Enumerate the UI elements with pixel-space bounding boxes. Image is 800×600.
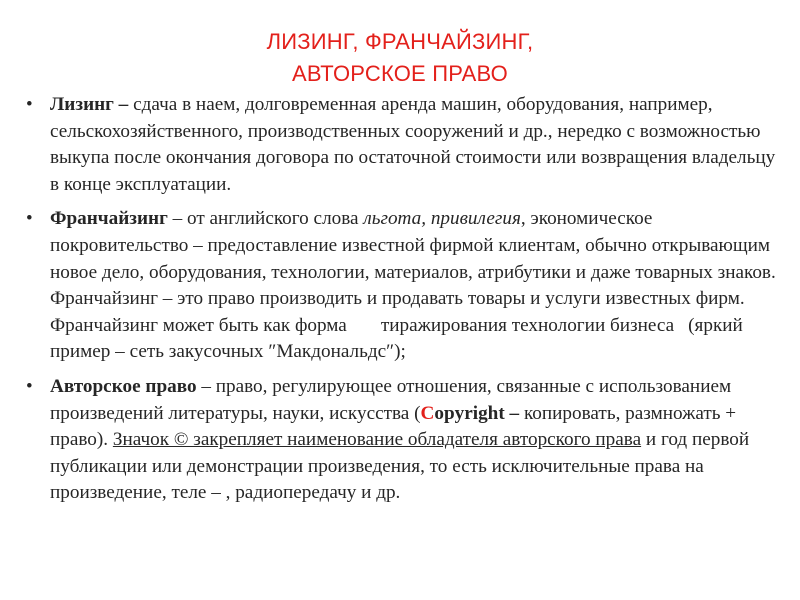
bullet-leasing [24,92,776,198]
copyright-letter-c: C [420,402,435,424]
franchising-italic-translation: льгота, привилегия [363,208,521,230]
bullet-list [24,92,776,515]
term-leasing: Лизинг – [50,94,129,115]
bullet-copyright [24,374,776,507]
definition-franchising-part-3: тиражирования технологии бизнеса [380,314,675,336]
slide-title-line-2: АВТОРСКОЕ ПРАВО [292,61,508,86]
bullet-dot-icon: • [26,375,33,397]
definition-franchising-part-1: – от английского слова [167,208,364,230]
definition-copyright-part-3: и год первой публикации или демонстрации произведения, то есть исключительные права на произведение, теле – , радиопередачу и др. [50,429,750,504]
slide-title [0,26,800,90]
bullet-dot-icon: • [26,208,33,230]
term-copyright: Авторское право [50,375,197,397]
term-franchising: Франчайзинг [50,208,168,230]
definition-copyright-part-1: – право, регулирующее отношения, связанные с использованием произведений литературы, науки, искусства ( [50,375,732,424]
bullet-franchising [24,206,776,366]
definition-franchising-part-4: (яркий пример – сеть закусочных ″Макдональдс″); [50,314,743,363]
slide-title-line-1: ЛИЗИНГ, ФРАНЧАЙЗИНГ, [266,29,534,54]
definition-franchising-part-2: , экономическое покровительство – предоставление известной фирмой клиентам, обычно открывающим новое дело, оборудования, технологии, материалов, атрибутики и даже товарных знаков. Франчайзинг – это право производить и продавать товары и услуги известных фирм. Франчайзинг может быть как форма [50,208,776,336]
definition-copyright-part-2: копировать, размножать + право). [50,402,737,451]
copyright-underlined-note: Значок © закрепляет наименование обладателя авторского права [112,429,642,451]
copyright-word-rest: opyright – [434,402,520,424]
definition-leasing: сдача в наем, долговременная аренда машин, оборудования, например, сельскохозяйственного, производственных сооружений и др., нередко с возможностью выкупа после окончания договора по остаточной стоимости или возвращения владельцу в конце эксплуатации. [50,94,776,195]
bullet-dot-icon: • [26,94,33,115]
